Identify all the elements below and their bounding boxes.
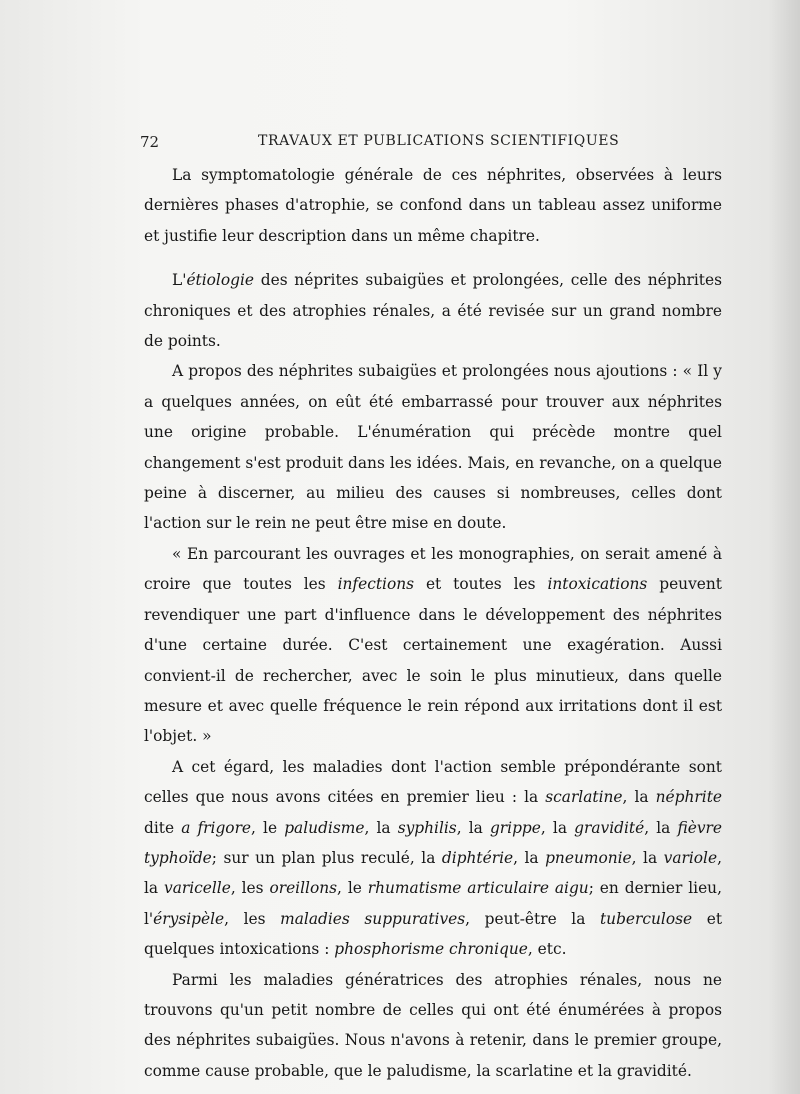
italic-term: a frigore — [181, 818, 252, 837]
italic-term: gravidité — [574, 818, 645, 837]
text-run: , la — [144, 848, 722, 898]
italic-term: oreillons — [269, 879, 338, 898]
text-run: ; en dernier lieu, l' — [144, 879, 722, 928]
text-run: , la — [364, 818, 398, 837]
italic-term: rhumatisme articulaire aigu — [367, 879, 589, 898]
text-run: « En parcourant les ouvrages et les monographies, on serait amené à croire que toutes les — [144, 544, 722, 594]
text-run: , la — [513, 848, 546, 867]
italic-term: grippe — [489, 818, 541, 837]
page-header — [140, 129, 720, 153]
paragraph — [144, 265, 722, 356]
italic-term: variole — [663, 848, 718, 867]
paragraph — [144, 752, 722, 965]
text-run: , la — [456, 818, 490, 837]
text-run: , le — [251, 818, 285, 837]
text-run: A cet égard, les maladies dont l'action semble prépondérante sont celles que nous avons citées en premier lieu : la — [144, 757, 722, 807]
italic-term: fièvre typhoïde — [144, 818, 722, 867]
italic-term: diphtérie — [441, 848, 514, 867]
italic-term: infections — [337, 575, 415, 594]
text-run: et quelques intoxications : — [144, 909, 723, 959]
italic-term: intoxications — [547, 575, 648, 594]
text-run: , les — [224, 909, 281, 928]
text-run: Parmi les maladies génératrices des atrophies rénales, nous ne trouvons qu'un petit nombre de celles qui ont été énumérées à propos des néphrites subaigües. Nous n'avons à retenir, dans le premier groupe, comme cause probable, que le paludisme, la scarlatine et la gravidité. — [144, 970, 722, 1080]
paragraph — [144, 356, 722, 538]
italic-term: tuberculose — [599, 909, 693, 928]
text-run: peuvent revendiquer une part d'influence dans le développement des néphrites d'une certaine durée. C'est certainement une exagération. Aussi convient-il de rechercher, avec le soin le plus minutieux, dans quelle mesure et avec quelle fréquence le rein répond aux irritations dont il est l'objet. » — [144, 575, 722, 746]
text-run: , la — [631, 848, 664, 867]
running-title: TRAVAUX ET PUBLICATIONS SCIENTIFIQUES — [258, 133, 620, 149]
text-run: dite — [144, 818, 182, 837]
italic-term: paludisme — [284, 818, 365, 837]
italic-term: varicelle — [164, 879, 231, 898]
italic-term: néphrite — [655, 788, 722, 807]
paragraph — [144, 160, 722, 251]
page-number: 72 — [140, 133, 160, 151]
body-text — [144, 160, 722, 1086]
text-run: , etc. — [527, 940, 567, 959]
italic-term: pneumonie — [545, 848, 632, 867]
paragraph — [144, 539, 722, 752]
text-run: , la — [540, 818, 575, 837]
paragraph — [144, 965, 722, 1087]
italic-term: scarlatine — [545, 788, 623, 807]
text-run: , la — [622, 788, 656, 807]
text-run: , la — [644, 818, 678, 837]
text-run: , peut-être la — [465, 909, 600, 928]
text-run: A propos des néphrites subaigües et prolongées nous ajoutions : « Il y a quelques années, on eût été embarrassé pour trouver aux néphrites une origine probable. L'énumération qui précède montre quel changement s'est produit dans les idées. Mais, en revanche, on a quelque peine à discerner, au milieu des causes si nombreuses, celles dont l'action sur le rein ne peut être mise en doute. — [144, 362, 722, 533]
text-run: , le — [337, 879, 368, 898]
italic-term: maladies suppuratives — [280, 909, 466, 928]
italic-term: phosphorisme chronique — [334, 940, 528, 959]
italic-term: érysipèle — [153, 909, 225, 928]
italic-term: syphilis — [397, 818, 457, 837]
text-run: des néprites subaigües et prolongées, celle des néphrites chroniques et des atrophies rénales, a été revisée sur un grand nombre de points. — [144, 271, 722, 351]
italic-term: étiologie — [186, 271, 255, 290]
text-run: L' — [172, 271, 187, 290]
text-run: ; sur un plan plus reculé, la — [211, 848, 442, 867]
text-run: , les — [230, 879, 270, 898]
text-run: et toutes les — [414, 575, 548, 594]
text-run: La symptomatologie générale de ces néphrites, observées à leurs dernières phases d'atrophie, se confond dans un tableau assez uniforme et justifie leur description dans un même chapitre. — [144, 166, 722, 245]
